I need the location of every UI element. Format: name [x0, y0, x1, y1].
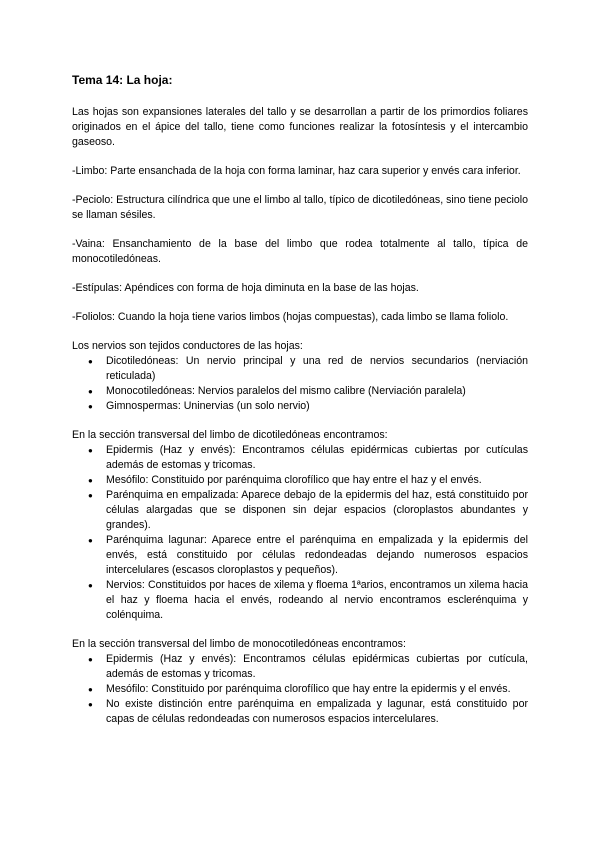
definition-limbo: -Limbo: Parte ensanchada de la hoja con forma laminar, haz cara superior y envés cara inferior.: [72, 165, 521, 177]
list-item: ● Mesófilo: Constituido por parénquima clorofílico que hay entre la epidermis y el envés.: [106, 682, 528, 697]
definition-vaina: -Vaina: Ensanchamiento de la base del limbo que rodea totalmente al tallo, típica de monocotiledóneas.: [72, 238, 528, 265]
list-item: ● Epidermis (Haz y envés): Encontramos células epidérmicas cubiertas por cutícula, además de estomas y tricomas.: [106, 652, 528, 682]
list-item: ● Gimnospermas: Uninervias (un solo nervio): [106, 399, 528, 414]
intro-paragraph: Las hojas son expansiones laterales del tallo y se desarrollan a partir de los primordios foliares originados en el ápice del tallo, tiene como funciones realizar la fotosíntesis y el intercambio gaseoso.: [72, 106, 528, 148]
list-item: ● Parénquima en empalizada: Aparece debajo de la epidermis del haz, está constituido por células alargadas que se disponen sin dejar espacios (cloroplastos abundantes y grandes).: [106, 488, 528, 533]
definition-peciolo: -Peciolo: Estructura cilíndrica que une el limbo al tallo, típico de dicotiledóneas, sino tiene peciolo se llaman sésiles.: [72, 194, 528, 221]
nervios-list: [72, 354, 528, 414]
dicot-heading: En la sección transversal del limbo de dicotiledóneas encontramos:: [72, 429, 388, 441]
list-item: ● No existe distinción entre parénquima en empalizada y lagunar, está constituido por capas de células redondeadas con numerosos espacios intercelulares.: [106, 697, 528, 727]
page-title: Tema 14: La hoja:: [72, 73, 173, 87]
list-item: ● Dicotiledóneas: Un nervio principal y una red de nervios secundarios (nerviación reticulada): [106, 354, 528, 384]
list-item: ● Monocotiledóneas: Nervios paralelos del mismo calibre (Nerviación paralela): [106, 384, 528, 399]
monocot-list: [72, 652, 528, 727]
dicot-list: [72, 443, 528, 623]
definition-estipulas: -Estípulas: Apéndices con forma de hoja diminuta en la base de las hojas.: [72, 282, 419, 294]
list-item: ● Nervios: Constituidos por haces de xilema y floema 1ªarios, encontramos un xilema hacia el haz y floema hacia el envés, rodeando al nervio encontramos esclerénquima y colénquima.: [106, 578, 528, 623]
definition-foliolos: -Foliolos: Cuando la hoja tiene varios limbos (hojas compuestas), cada limbo se llama foliolo.: [72, 311, 509, 323]
list-item: ● Epidermis (Haz y envés): Encontramos células epidérmicas cubiertas por cutículas además de estomas y tricomas.: [106, 443, 528, 473]
list-item: ● Parénquima lagunar: Aparece entre el parénquima en empalizada y la epidermis del envés, está constituido por células redondeadas dejando numerosos espacios intercelulares (escasos cloroplastos y pequeños).: [106, 533, 528, 578]
nervios-heading: Los nervios son tejidos conductores de las hojas:: [72, 340, 303, 352]
monocot-heading: En la sección transversal del limbo de monocotiledóneas encontramos:: [72, 638, 406, 650]
list-item: ● Mesófilo: Constituido por parénquima clorofílico que hay entre el haz y el envés.: [106, 473, 528, 488]
